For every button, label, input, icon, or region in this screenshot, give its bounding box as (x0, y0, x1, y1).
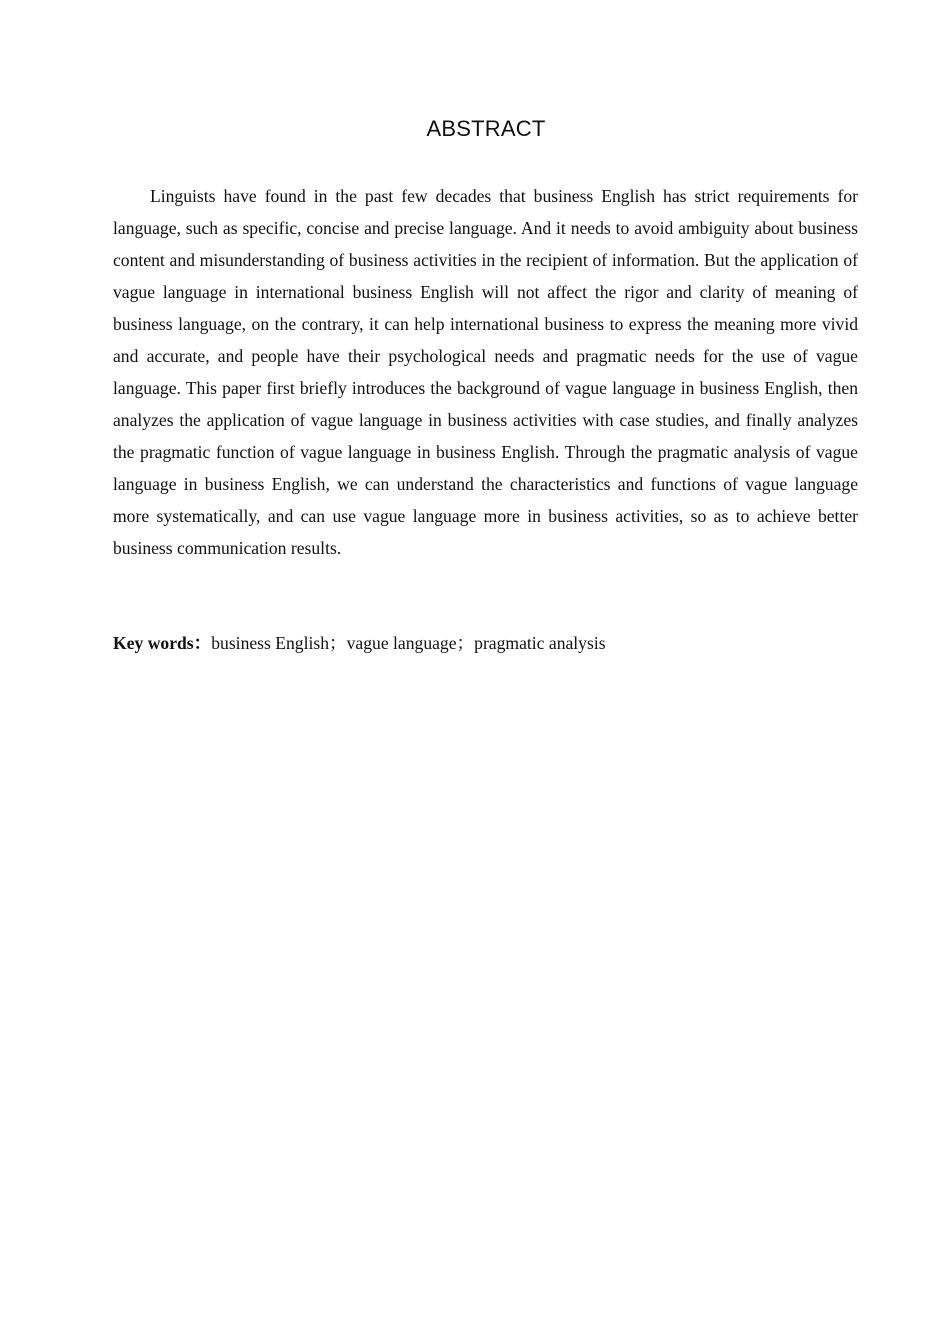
keywords-line (113, 627, 858, 659)
keyword-item: pragmatic analysis (474, 633, 606, 653)
keyword-item: vague language； (346, 633, 475, 653)
keywords-label: Key words： (113, 633, 212, 653)
abstract-body: Linguists have found in the past few decades that business English has strict requirements for language, such as specific, concise and precise language. And it needs to avoid ambiguity about business content and misunderstanding of business activities in the recipient of information. But the application of vague language in international business English will not affect the rigor and clarity of meaning of business language, on the contrary, it can help international business to express the meaning more vivid and accurate, and people have their psychological needs and pragmatic needs for the use of vague language. This paper first briefly introduces the background of vague language in business English, then analyzes the application of vague language in business activities with case studies, and finally analyzes the pragmatic function of vague language in business English. Through the pragmatic analysis of vague language in business English, we can understand the characteristics and functions of vague language more systematically, and can use vague language more in business activities, so as to achieve better business communication results. (113, 186, 858, 558)
abstract-title: ABSTRACT (426, 116, 546, 141)
keyword-item: business English； (211, 633, 347, 653)
